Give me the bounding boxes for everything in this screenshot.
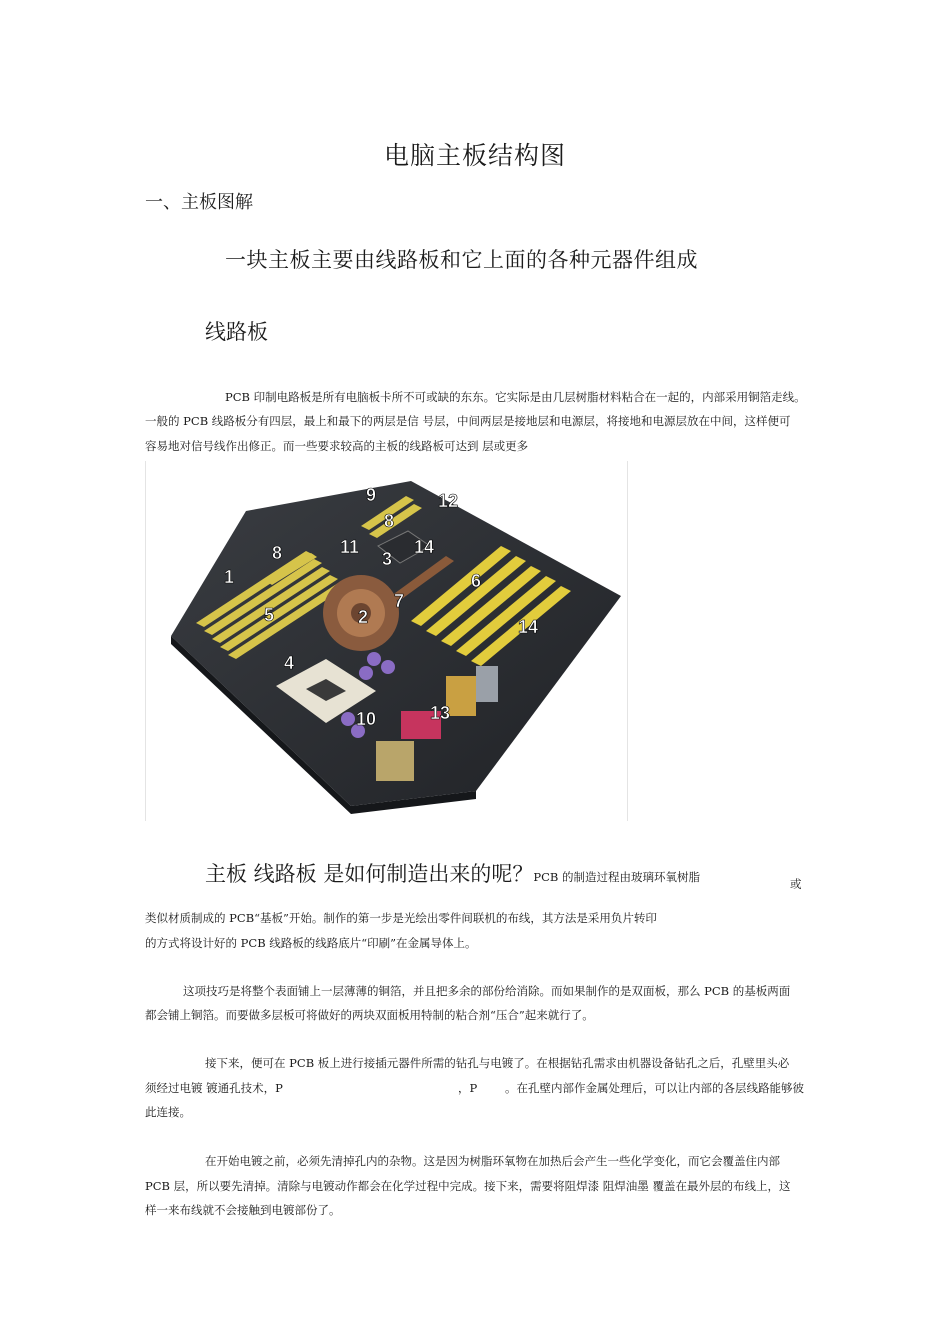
label-12: 12 (438, 491, 459, 511)
paragraph-inline: PCB 的制造过程由玻璃环氧树脂 (533, 870, 701, 884)
paragraph-line: 这项技巧是将整个表面铺上一层薄薄的铜箔，并且把多余的部份给消除。而如果制作的是双面板，那么 PCB 的基板两面 (183, 984, 791, 998)
paragraph-line: 。在孔壁内部作金属处理后，可以让内部的各层线路能够彼 (505, 1081, 804, 1095)
heading-pcb: 线路板 (205, 320, 268, 344)
label-8: 8 (272, 543, 283, 563)
motherboard-illustration (146, 461, 627, 821)
label-5: 5 (264, 605, 275, 625)
label-10: 10 (356, 709, 377, 729)
label-9: 9 (366, 485, 377, 505)
io-port-serial (376, 741, 414, 781)
label-2: 2 (358, 607, 369, 627)
paragraph-line: PCB 层，所以要先清掉。清除与电镀动作都会在化学过程中完成。接下来，需要将阻焊漆 阻焊油墨 覆盖在最外层的布线上，这 (145, 1179, 791, 1193)
label-14: 14 (414, 537, 435, 557)
paragraph-line: 此连接。 (145, 1105, 191, 1119)
io-port-usb (476, 666, 498, 702)
heading-manufacture-text: 主板 线路板 是如何制造出来的呢？ (205, 862, 534, 886)
motherboard-figure (145, 461, 628, 821)
label-3: 3 (382, 549, 393, 569)
label-7: 7 (394, 591, 405, 611)
paragraph-line: 的方式将设计好的 PCB 线路板的线路底片“印刷”在金属导体上。 (145, 936, 477, 950)
label-8b: 8 (384, 511, 395, 531)
section-subtitle: 一块主板主要由线路板和它上面的各种元器件组成 (225, 248, 698, 272)
section-heading: 一、主板图解 (145, 192, 253, 213)
heading-manufacture (205, 858, 700, 888)
io-port-gold (446, 676, 476, 716)
paragraph-inline-end: 或 (790, 877, 802, 891)
paragraph-line: 都会铺上铜箔。而要做多层板可将做好的两块双面板用特制的粘合剂“压合”起来就行了。 (145, 1008, 594, 1022)
label-11: 11 (340, 537, 360, 557)
paragraph-line: 接下来，便可在 PCB 板上进行接插元器件所需的钻孔与电镀了。在根据钻孔需求由机器设备钻孔之后，孔壁里头必 (205, 1056, 790, 1070)
paragraph-line: ，P (458, 1081, 478, 1095)
label-13: 13 (430, 703, 451, 723)
paragraph-line: 须经过电镀 镀通孔技术，P (145, 1081, 283, 1095)
paragraph-line: 在开始电镀之前，必须先清掉孔内的杂物。这是因为树脂环氧物在加热后会产生一些化学变化，而它会覆盖住内部 (205, 1154, 780, 1168)
paragraph-line: 类似材质制成的 PCB“基板”开始。制作的第一步是光绘出零件间联机的布线，其方法是采用负片转印 (145, 911, 657, 925)
page-title: 电脑主板结构图 (383, 141, 566, 170)
paragraph-line: PCB 印制电路板是所有电脑板卡所不可或缺的东东。它实际是由几层树脂材料粘合在一起的，内部采用铜箔走线。 (225, 390, 806, 404)
paragraph-line: 容易地对信号线作出修正。而一些要求较高的主板的线路板可达到 层或更多 (145, 439, 529, 453)
label-4: 4 (284, 653, 295, 673)
paragraph-line: 样一来布线就不会接触到电镀部份了。 (145, 1203, 341, 1217)
label-6: 6 (471, 571, 482, 591)
label-14b: 14 (518, 617, 539, 637)
paragraph-line: 一般的 PCB 线路板分有四层，最上和最下的两层是信 号层，中间两层是接地层和电源层，将接地和电源层放在中间，这样便可 (145, 414, 791, 428)
label-1: 1 (224, 567, 235, 587)
